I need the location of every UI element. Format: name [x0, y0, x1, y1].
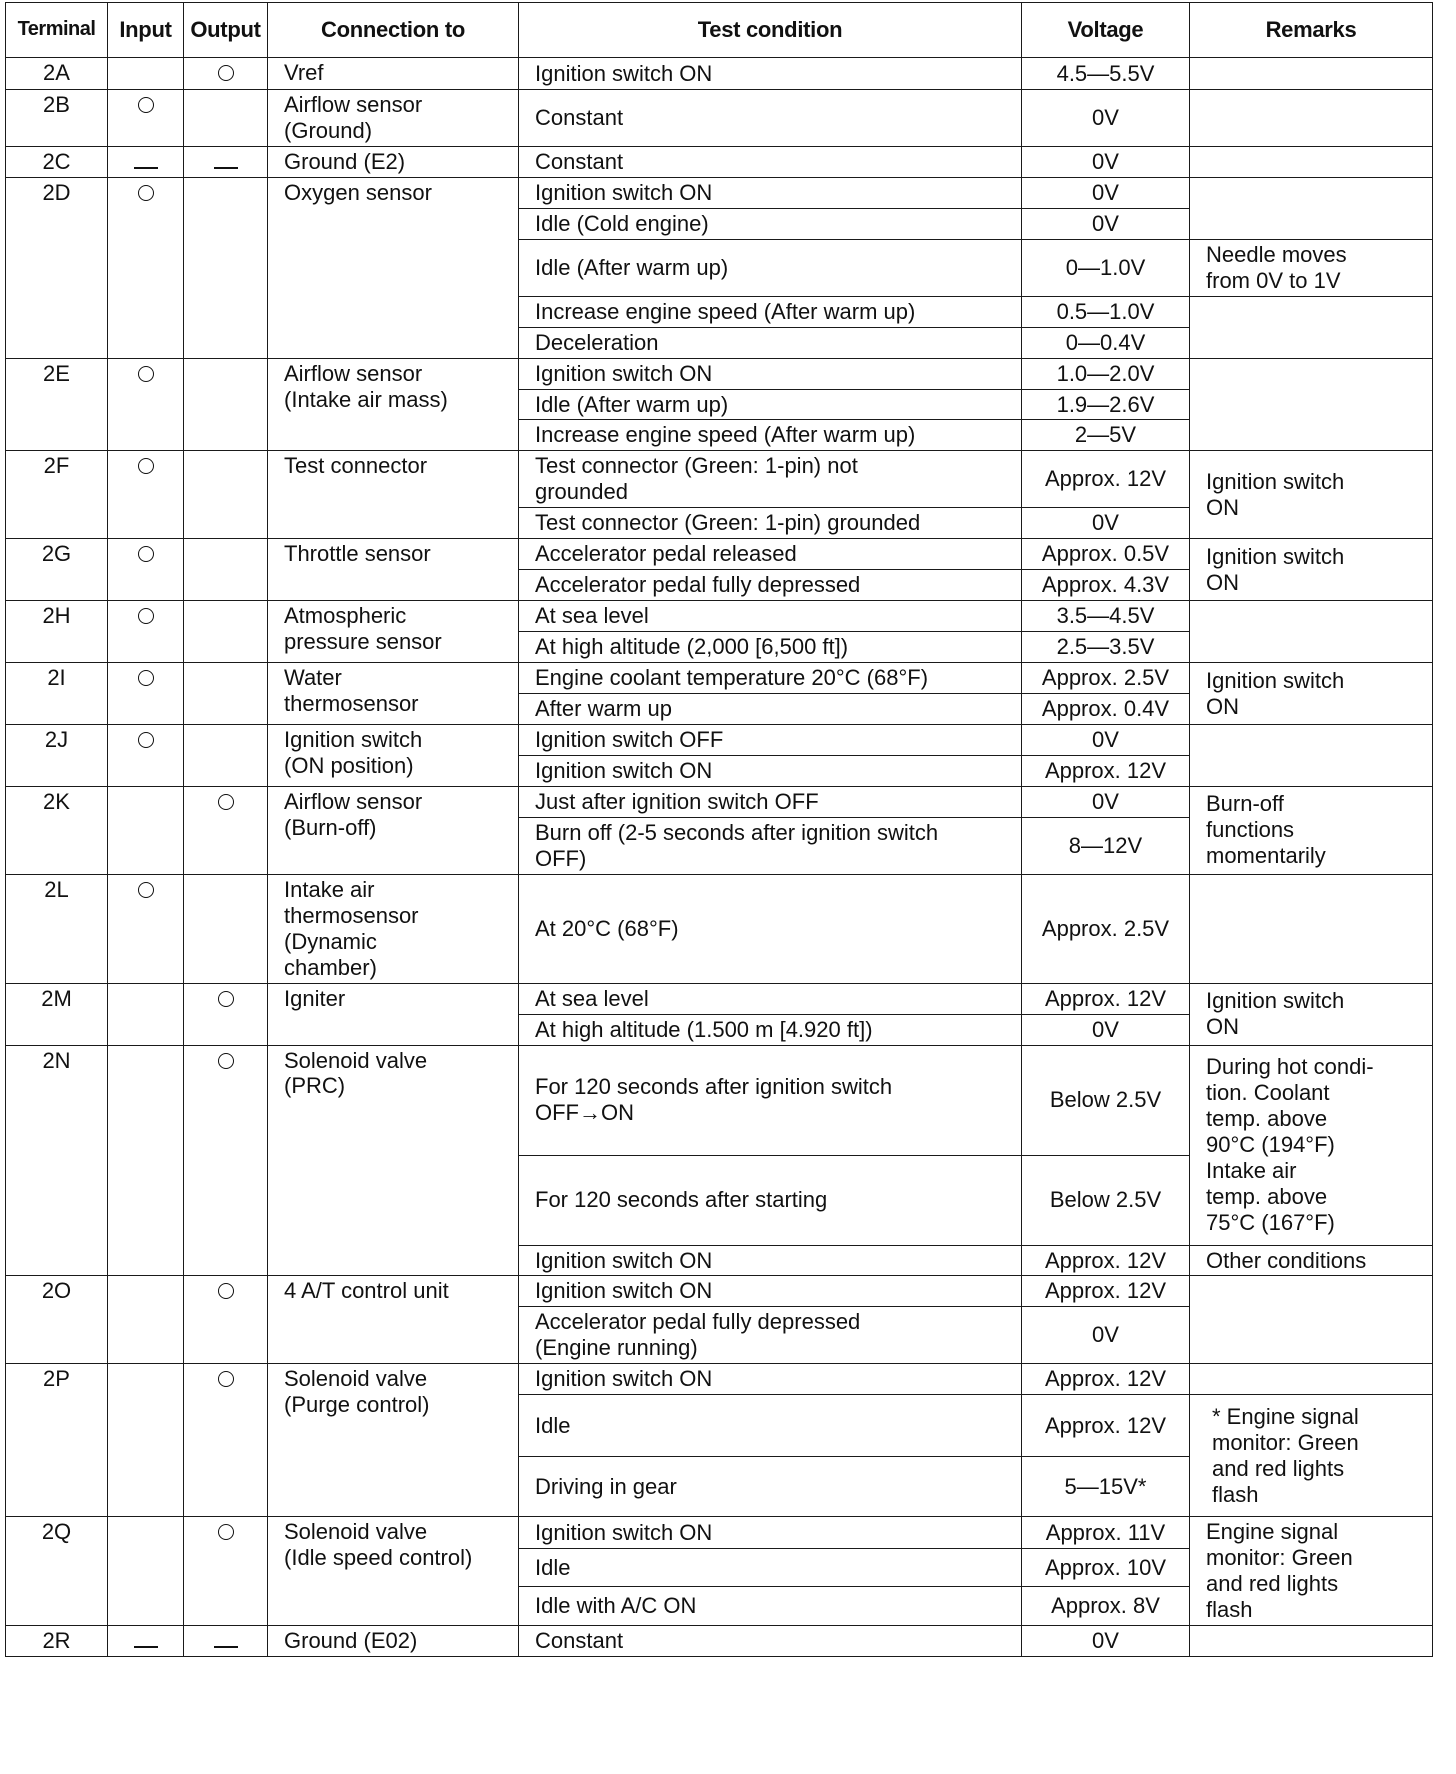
connection-cell: Intake air thermosensor (Dynamic chamber) [268, 874, 519, 983]
output-cell [184, 725, 268, 787]
test-condition-cell: Engine coolant temperature 20°C (68°F) [519, 663, 1022, 694]
terminal-cell: 2M [6, 983, 108, 1045]
remarks-cell: Ignition switch ON [1190, 663, 1433, 725]
test-condition-cell: Ignition switch OFF [519, 725, 1022, 756]
connection-cell: Solenoid valve (PRC) [268, 1045, 519, 1276]
voltage-cell: 2.5—3.5V [1022, 632, 1190, 663]
voltage-cell: Approx. 12V [1022, 755, 1190, 786]
input-circle-mark [138, 882, 154, 898]
terminal-cell: 2D [6, 177, 108, 358]
test-condition-cell: Deceleration [519, 327, 1022, 358]
voltage-cell: 0V [1022, 208, 1190, 239]
remarks-cell: Ignition switch ON [1190, 539, 1433, 601]
test-condition-cell: Idle with A/C ON [519, 1587, 1022, 1626]
test-condition-cell: Idle [519, 1395, 1022, 1457]
voltage-cell: Approx. 12V [1022, 1364, 1190, 1395]
header-terminal: Terminal [6, 3, 108, 58]
test-condition-cell: Idle [519, 1548, 1022, 1587]
connection-cell: Ground (E02) [268, 1626, 519, 1657]
output-cell [184, 1364, 268, 1517]
terminal-cell: 2Q [6, 1517, 108, 1626]
table-row [6, 1364, 1433, 1395]
table-row [6, 1626, 1433, 1657]
voltage-cell: 0V [1022, 508, 1190, 539]
voltage-cell: 0V [1022, 786, 1190, 817]
connection-cell: Solenoid valve (Idle speed control) [268, 1517, 519, 1626]
test-condition-cell: Ignition switch ON [519, 1364, 1022, 1395]
output-circle-mark [218, 991, 234, 1007]
connection-cell: Throttle sensor [268, 539, 519, 601]
output-cell [184, 1626, 268, 1657]
input-cell [108, 1626, 184, 1657]
remarks-cell: Other conditions [1190, 1245, 1433, 1276]
terminal-cell: 2I [6, 663, 108, 725]
input-cell [108, 786, 184, 874]
output-dash-mark [214, 1646, 238, 1648]
table-row [6, 983, 1433, 1014]
output-cell [184, 1517, 268, 1626]
header-output: Output [184, 3, 268, 58]
connection-cell: Igniter [268, 983, 519, 1045]
input-cell [108, 58, 184, 90]
terminal-cell: 2J [6, 725, 108, 787]
input-cell [108, 983, 184, 1045]
remarks-cell [1190, 725, 1433, 787]
voltage-cell: Approx. 2.5V [1022, 663, 1190, 694]
test-condition-cell: Idle (Cold engine) [519, 208, 1022, 239]
table-row [6, 725, 1433, 756]
input-cell [108, 177, 184, 358]
terminal-cell: 2K [6, 786, 108, 874]
remarks-cell [1190, 1276, 1433, 1364]
test-condition-cell: Test connector (Green: 1-pin) not grounded [519, 451, 1022, 508]
terminal-cell: 2O [6, 1276, 108, 1364]
voltage-cell: Approx. 12V [1022, 1276, 1190, 1307]
connection-cell: Atmospheric pressure sensor [268, 601, 519, 663]
output-circle-mark [218, 65, 234, 81]
input-dash-mark [134, 1646, 158, 1648]
test-condition-cell: Constant [519, 1626, 1022, 1657]
table-row [6, 89, 1433, 146]
table-row [6, 1045, 1433, 1155]
test-condition-cell: Idle (After warm up) [519, 389, 1022, 420]
input-circle-mark [138, 732, 154, 748]
connection-cell: Test connector [268, 451, 519, 539]
output-cell [184, 983, 268, 1045]
voltage-cell: Approx. 0.4V [1022, 694, 1190, 725]
input-cell [108, 601, 184, 663]
remarks-cell [1190, 358, 1433, 451]
terminal-cell: 2B [6, 89, 108, 146]
terminal-cell: 2H [6, 601, 108, 663]
test-condition-cell: Ignition switch ON [519, 1245, 1022, 1276]
voltage-cell: 0—1.0V [1022, 239, 1190, 296]
input-cell [108, 451, 184, 539]
table-body [6, 58, 1433, 1657]
test-condition-cell: Ignition switch ON [519, 1276, 1022, 1307]
test-condition-cell: Accelerator pedal fully depressed [519, 570, 1022, 601]
input-cell [108, 1364, 184, 1517]
connection-cell: Solenoid valve (Purge control) [268, 1364, 519, 1517]
output-cell [184, 601, 268, 663]
connection-cell: Oxygen sensor [268, 177, 519, 358]
test-condition-cell: Burn off (2-5 seconds after ignition switch OFF) [519, 817, 1022, 874]
input-cell [108, 1276, 184, 1364]
remarks-cell: * Engine signal monitor: Green and red lights flash [1190, 1395, 1433, 1517]
terminal-cell: 2F [6, 451, 108, 539]
connection-cell: Airflow sensor (Burn-off) [268, 786, 519, 874]
voltage-cell: Approx. 10V [1022, 1548, 1190, 1587]
input-cell [108, 539, 184, 601]
output-dash-mark [214, 167, 238, 169]
input-dash-mark [134, 167, 158, 169]
remarks-cell: Ignition switch ON [1190, 451, 1433, 539]
voltage-cell: 0V [1022, 146, 1190, 177]
test-condition-cell: After warm up [519, 694, 1022, 725]
voltage-cell: 1.0—2.0V [1022, 358, 1190, 389]
test-condition-cell: Ignition switch ON [519, 58, 1022, 90]
output-cell [184, 539, 268, 601]
output-cell [184, 451, 268, 539]
table-row [6, 663, 1433, 694]
test-condition-cell: Just after ignition switch OFF [519, 786, 1022, 817]
connection-cell: Airflow sensor (Ground) [268, 89, 519, 146]
test-condition-cell: For 120 seconds after starting [519, 1155, 1022, 1245]
voltage-cell: 3.5—4.5V [1022, 601, 1190, 632]
remarks-cell: Ignition switch ON [1190, 983, 1433, 1045]
table-row [6, 1276, 1433, 1307]
output-cell [184, 874, 268, 983]
voltage-cell: 0V [1022, 1014, 1190, 1045]
test-condition-cell: Increase engine speed (After warm up) [519, 296, 1022, 327]
voltage-cell: 8—12V [1022, 817, 1190, 874]
terminal-cell: 2R [6, 1626, 108, 1657]
test-condition-cell: At high altitude (2,000 [6,500 ft]) [519, 632, 1022, 663]
test-condition-cell: Ignition switch ON [519, 755, 1022, 786]
remarks-cell [1190, 601, 1433, 663]
voltage-cell: 0V [1022, 1307, 1190, 1364]
output-circle-mark [218, 1371, 234, 1387]
test-condition-cell: Idle (After warm up) [519, 239, 1022, 296]
output-cell [184, 146, 268, 177]
table-row [6, 146, 1433, 177]
voltage-cell: Approx. 8V [1022, 1587, 1190, 1626]
test-condition-cell: At high altitude (1.500 m [4.920 ft]) [519, 1014, 1022, 1045]
output-cell [184, 1045, 268, 1276]
input-cell [108, 1517, 184, 1626]
connector-voltage-table [5, 2, 1433, 1657]
terminal-cell: 2N [6, 1045, 108, 1276]
voltage-cell: 0V [1022, 1626, 1190, 1657]
test-condition-cell: Driving in gear [519, 1457, 1022, 1517]
connection-cell: Ground (E2) [268, 146, 519, 177]
input-circle-mark [138, 546, 154, 562]
input-circle-mark [138, 458, 154, 474]
input-cell [108, 89, 184, 146]
input-circle-mark [138, 97, 154, 113]
terminal-cell: 2L [6, 874, 108, 983]
remarks-cell: Needle moves from 0V to 1V [1190, 239, 1433, 296]
remarks-cell [1190, 1626, 1433, 1657]
connection-cell: Airflow sensor (Intake air mass) [268, 358, 519, 451]
test-condition-cell: Ignition switch ON [519, 358, 1022, 389]
voltage-cell: Approx. 0.5V [1022, 539, 1190, 570]
table-row [6, 177, 1433, 208]
test-condition-cell: Ignition switch ON [519, 1517, 1022, 1548]
remarks-cell [1190, 146, 1433, 177]
voltage-cell: 4.5—5.5V [1022, 58, 1190, 90]
output-circle-mark [218, 794, 234, 810]
header-input: Input [108, 3, 184, 58]
output-cell [184, 1276, 268, 1364]
table-row [6, 358, 1433, 389]
voltage-cell: Approx. 12V [1022, 1245, 1190, 1276]
remarks-cell [1190, 296, 1433, 358]
connection-cell: Ignition switch (ON position) [268, 725, 519, 787]
input-cell [108, 1045, 184, 1276]
voltage-cell: 0V [1022, 177, 1190, 208]
connection-cell: 4 A/T control unit [268, 1276, 519, 1364]
test-condition-cell: Accelerator pedal released [519, 539, 1022, 570]
test-condition-cell: Constant [519, 146, 1022, 177]
remarks-cell [1190, 177, 1433, 239]
test-condition-cell: Increase engine speed (After warm up) [519, 420, 1022, 451]
test-condition-cell: Ignition switch ON [519, 177, 1022, 208]
voltage-cell: 5—15V* [1022, 1457, 1190, 1517]
terminal-cell: 2C [6, 146, 108, 177]
output-cell [184, 89, 268, 146]
input-cell [108, 663, 184, 725]
input-circle-mark [138, 185, 154, 201]
input-cell [108, 146, 184, 177]
voltage-cell: Approx. 12V [1022, 983, 1190, 1014]
test-condition-cell: At sea level [519, 983, 1022, 1014]
terminal-cell: 2P [6, 1364, 108, 1517]
table-row [6, 874, 1433, 983]
voltage-cell: Approx. 4.3V [1022, 570, 1190, 601]
table-row [6, 451, 1433, 508]
terminal-cell: 2G [6, 539, 108, 601]
voltage-cell: 2—5V [1022, 420, 1190, 451]
test-condition-cell: Constant [519, 89, 1022, 146]
remarks-cell [1190, 1364, 1433, 1395]
test-condition-cell: For 120 seconds after ignition switch OFF→ON [519, 1045, 1022, 1155]
voltage-cell: Approx. 11V [1022, 1517, 1190, 1548]
remarks-cell: Engine signal monitor: Green and red lights flash [1190, 1517, 1433, 1626]
connection-cell: Water thermosensor [268, 663, 519, 725]
voltage-cell: 0—0.4V [1022, 327, 1190, 358]
output-cell [184, 58, 268, 90]
output-circle-mark [218, 1053, 234, 1069]
table-row [6, 601, 1433, 632]
table-row [6, 786, 1433, 817]
voltage-cell: Approx. 12V [1022, 1395, 1190, 1457]
header-remarks: Remarks [1190, 3, 1433, 58]
input-cell [108, 725, 184, 787]
test-condition-cell: Test connector (Green: 1-pin) grounded [519, 508, 1022, 539]
header-connection: Connection to [268, 3, 519, 58]
table-row [6, 58, 1433, 90]
input-circle-mark [138, 608, 154, 624]
voltage-cell: 0V [1022, 89, 1190, 146]
input-circle-mark [138, 366, 154, 382]
header-row [6, 3, 1433, 58]
output-circle-mark [218, 1283, 234, 1299]
remarks-cell [1190, 874, 1433, 983]
terminal-cell: 2A [6, 58, 108, 90]
voltage-cell: Below 2.5V [1022, 1045, 1190, 1155]
terminal-cell: 2E [6, 358, 108, 451]
output-cell [184, 358, 268, 451]
test-condition-cell: Accelerator pedal fully depressed (Engine running) [519, 1307, 1022, 1364]
remarks-cell: Burn-off functions momentarily [1190, 786, 1433, 874]
table-row [6, 539, 1433, 570]
remarks-cell: During hot condi- tion. Coolant temp. above 90°C (194°F) Intake air temp. above 75°C (167°F) [1190, 1045, 1433, 1245]
voltage-cell: Approx. 12V [1022, 451, 1190, 508]
voltage-cell: 0.5—1.0V [1022, 296, 1190, 327]
connection-cell: Vref [268, 58, 519, 90]
output-cell [184, 177, 268, 358]
voltage-cell: Below 2.5V [1022, 1155, 1190, 1245]
header-test-condition: Test condition [519, 3, 1022, 58]
output-circle-mark [218, 1524, 234, 1540]
table-row [6, 1517, 1433, 1548]
input-cell [108, 874, 184, 983]
voltage-cell: 0V [1022, 725, 1190, 756]
output-cell [184, 663, 268, 725]
test-condition-cell: At 20°C (68°F) [519, 874, 1022, 983]
output-cell [184, 786, 268, 874]
voltage-cell: 1.9—2.6V [1022, 389, 1190, 420]
remarks-cell [1190, 89, 1433, 146]
input-cell [108, 358, 184, 451]
test-condition-cell: At sea level [519, 601, 1022, 632]
header-voltage: Voltage [1022, 3, 1190, 58]
voltage-cell: Approx. 2.5V [1022, 874, 1190, 983]
remarks-cell [1190, 58, 1433, 90]
input-circle-mark [138, 670, 154, 686]
